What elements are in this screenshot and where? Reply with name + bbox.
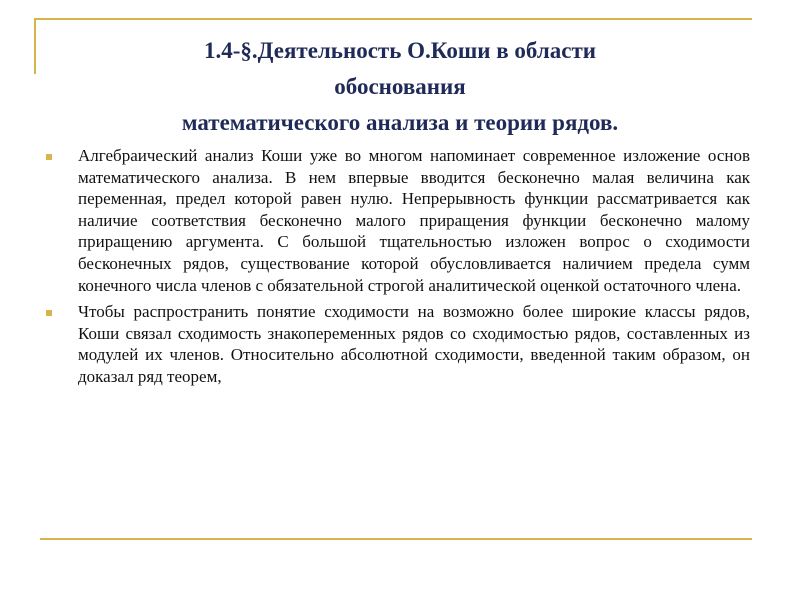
square-bullet-icon (46, 154, 52, 160)
bullet-item-1 (46, 145, 750, 296)
slide-title (60, 33, 740, 141)
top-rule (34, 18, 752, 20)
bottom-rule (40, 538, 752, 540)
bullet-list (46, 145, 750, 393)
left-rule (34, 18, 36, 74)
bullet-item-2 (46, 301, 750, 387)
title-line-3: математического анализа и теории рядов. (181, 110, 619, 135)
bullet-text-2: Чтобы распространить понятие сходимости на возможно более широкие классы рядов, Коши связал сходимость знакопеременных рядов со сходимостью рядов, составленных из модулей их членов. Относительно абсолютной сходимости, введенной таким образом, он доказал ряд теорем, (78, 302, 750, 386)
title-line-2: обоснования (334, 74, 466, 99)
title-line-1: 1.4-§.Деятельность О.Коши в области (203, 38, 596, 63)
bullet-text-1: Алгебраический анализ Коши уже во многом напоминает современное изложение основ математического анализа. В нем впервые вводится бесконечно малая величина как переменная, предел которой равен нулю. Непрерывность функции рассматривается как наличие соответствия бесконечно малого приращения функции бесконечно малому приращению аргумента. С большой тщательностью изложен вопрос о сходимости бесконечных рядов, существование которой обусловливается наличием предела сумм конечного числа членов с обязательной строгой аналитической оценкой остаточного члена. (78, 146, 750, 295)
square-bullet-icon (46, 310, 52, 316)
